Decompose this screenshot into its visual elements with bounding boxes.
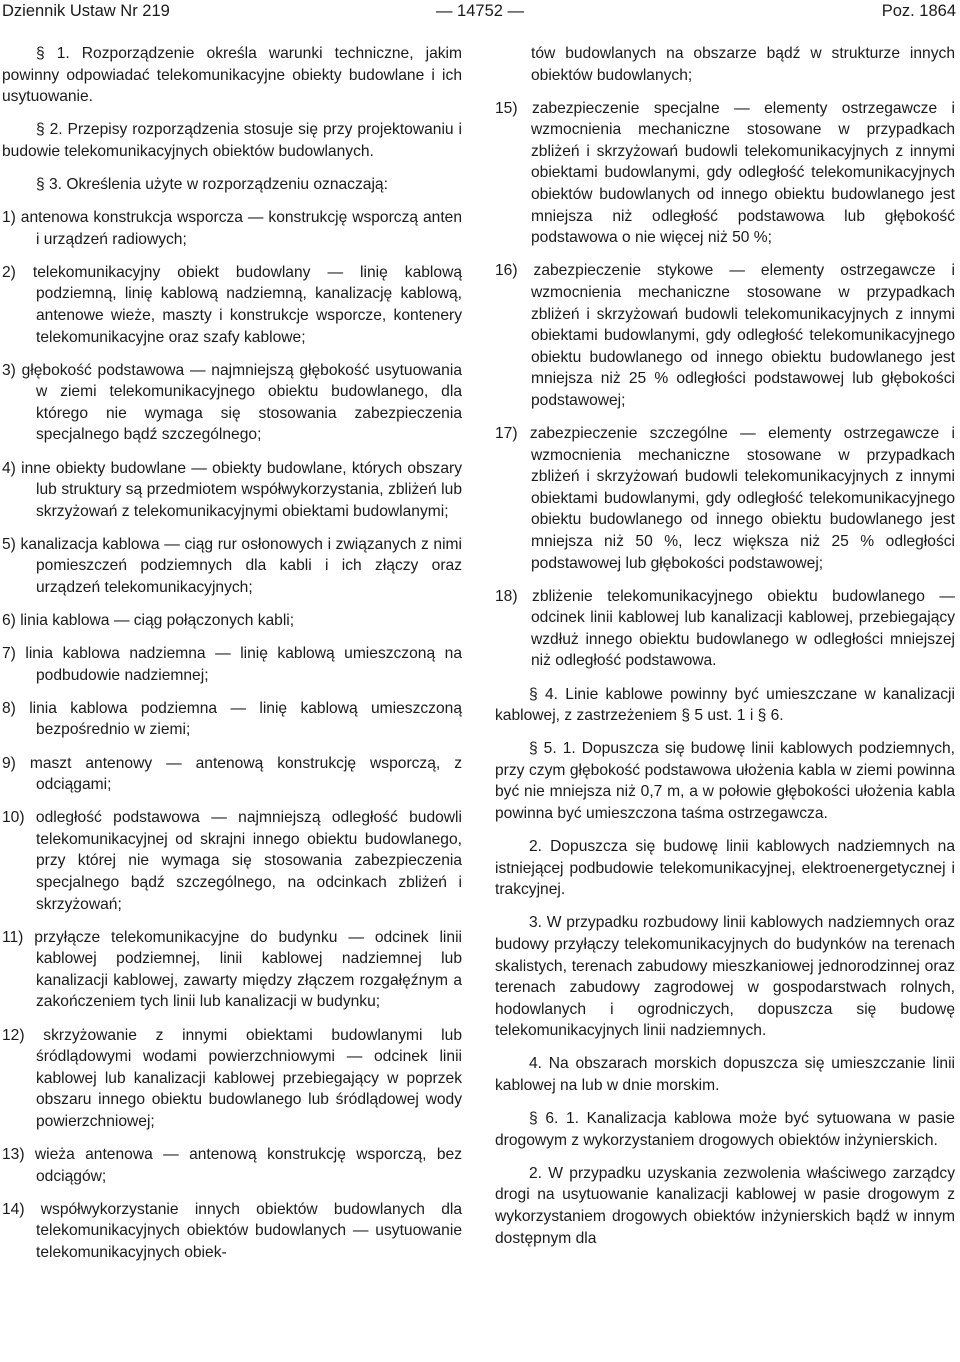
paragraph-4: § 4. Linie kablowe powinny być umieszczane w kanalizacji kablowej, z zastrzeżeniem § 5 ust. 1 i § 6. [495, 685, 955, 725]
page-header [0, 0, 960, 22]
position-number: Poz. 1864 [881, 2, 956, 20]
definition-item: 3) głębokość podstawowa — najmniejszą głębokość usytuowania w ziemi telekomunikacyjnego obiektu budowlanego, dla którego nie wymaga się stosowania zabezpieczenia specjalnego bądź szczególnego; [2, 361, 462, 444]
definition-item: 12) skrzyżowanie z innymi obiektami budowlanymi lub śródlądowymi wodami powierzchniowymi — odcinek linii kablowej lub kanalizacji kablowej przebiegający w poprzek obszaru innego obiektu budowlanego lub śródlądowej wody powierzchniowej; [2, 1026, 462, 1130]
definition-item: 5) kanalizacja kablowa — ciąg rur osłonowych i związanych z nimi pomieszczeń podziemnych dla kabli i ich złączy oraz urządzeń telekomunikacyjnych; [2, 535, 462, 596]
definition-item: 17) zabezpieczenie szczególne — elementy ostrzegawcze i wzmocnienia mechaniczne stosowane w przypadkach zbliżeń i skrzyżowań budowli telekomunikacyjnych z innymi obiektami budowlanymi, gdy odległość telekomunikacyjnego obiektu budowlanego od innego obiektu budowlanego jest mniejsza niż 50 %, lecz większa niż 25 % odległości podstawowej lub głębokości podstawowej; [495, 425, 955, 572]
definition-item: 11) przyłącze telekomunikacyjne do budynku — odcinek linii kablowej podziemnej, linii kablowej nadziemnej lub kanalizacji kablowej, zawarty między złączem rozgałęźnym a zakończeniem tych linii lub kanalizacji w budynku; [2, 928, 462, 1011]
paragraph-2: § 2. Przepisy rozporządzenia stosuje się przy projektowaniu i budowie telekomunikacyjnych obiektów budowlanych. [2, 121, 462, 160]
paragraph-5-2: 2. Dopuszcza się budowę linii kablowych nadziemnych na istniejącej podbudowie telekomunikacyjnej, elektroenergetycznej i trakcyjnej. [495, 838, 955, 899]
paragraph-6-1: § 6. 1. Kanalizacja kablowa może być sytuowana w pasie drogowym z wykorzystaniem drogowych obiektów inżynierskich. [495, 1110, 955, 1149]
paragraph-5-3: 3. W przypadku rozbudowy linii kablowych nadziemnych oraz budowy przyłączy telekomunikacyjnych do budynków na terenach skalistych, terenach zabudowy mieszkaniowej jednorodzinnej oraz terenach zabudowy zagrodowej w gospodarstwach rolnych, hodowlanych i ogrodniczych, dopuszcza się budowę telekomunikacyjnych linii nadziemnych. [495, 914, 955, 1040]
definition-item: 16) zabezpieczenie stykowe — elementy ostrzegawcze i wzmocnienia mechaniczne stosowane w przypadkach zbliżeń i skrzyżowań budowli telekomunikacyjnych z innymi obiektami budowlanymi, gdy odległość telekomunikacyjnego obiektu budowlanego od innego obiektu budowlanego jest mniejsza niż 25 % odległości podstawowej lub głębokości podstawowej; [495, 262, 955, 409]
definition-item: 6) linia kablowa — ciąg połączonych kabli; [2, 612, 295, 630]
definition-item: 4) inne obiekty budowlane — obiekty budowlane, których obszary lub struktury są przedmiotem współwykorzystania, zbliżeń lub skrzyżowań z telekomunikacyjnymi obiektami budowlanymi; [2, 459, 462, 520]
paragraph-1: § 1. Rozporządzenie określa warunki techniczne, jakim powinny odpowiadać telekomunikacyjne obiekty budowlane i ich usytuowanie. [2, 45, 462, 106]
paragraph-3: § 3. Określenia użyte w rozporządzeniu oznaczają: [36, 175, 388, 193]
definition-item: 2) telekomunikacyjny obiekt budowlany — linię kablową podziemną, linię kablową nadziemną, kanalizację kablową, antenowe wieże, maszty i konstrukcje wsporcze, kontenery telekomunikacyjne oraz szafy kablowe; [2, 263, 462, 346]
definition-item: 18) zbliżenie telekomunikacyjnego obiektu budowlanego — odcinek linii kablowej lub kanalizacji kablowej, przebiegający wzdłuż innego obiektu budowlanego w odległości mniejszej niż odległość podstawowa. [495, 587, 955, 670]
paragraph-5-4: 4. Na obszarach morskich dopuszcza się umieszczanie linii kablowej na lub w dnie morskim. [495, 1055, 955, 1095]
paragraph-6-2: 2. W przypadku uzyskania zezwolenia właściwego zarządcy drogi na usytuowanie kanalizacji kablowej w pasie drogowym z wykorzystaniem drogowych obiektów inżynierskich bądź w innym dostępnym dla [495, 1164, 955, 1247]
page-number: — 14752 — [435, 2, 525, 20]
continuation-text: tów budowlanych na obszarze bądź w strukturze innych obiektów budowlanych; [531, 45, 955, 84]
left-column [2, 43, 462, 1275]
definition-item: 1) antenowa konstrukcja wsporcza — konstrukcję wsporczą anten i urządzeń radiowych; [2, 209, 462, 248]
definition-item: 13) wieża antenowa — antenową konstrukcję wsporczą, bez odciągów; [2, 1146, 462, 1185]
paragraph-5-1: § 5. 1. Dopuszcza się budowę linii kablowych podziemnych, przy czym głębokość podstawowa ułożenia kabla w ziemi powinna być nie mniejsza niż 0,7 m, a w połowie głębokości ułożenia kabla powinna być umieszczona taśma ostrzegawcza. [495, 740, 955, 822]
definition-item: 9) maszt antenowy — antenową konstrukcję wsporczą, z odciągami; [2, 754, 462, 794]
definition-item: 15) zabezpieczenie specjalne — elementy ostrzegawcze i wzmocnienia mechaniczne stosowane w przypadkach zbliżeń i skrzyżowań budowli telekomunikacyjnych z innymi obiektami budowlanymi, gdy odległość telekomunikacyjnych obiektów budowlanych od innego obiektu budowlanego jest mniejsza niż odległość podstawowa lub głębokość podstawowa o nie więcej niż 50 %; [495, 99, 955, 247]
right-column [495, 43, 955, 1261]
definition-item: 7) linia kablowa nadziemna — linię kablową umieszczoną na podbudowie nadziemnej; [2, 645, 462, 684]
definition-item: 8) linia kablowa podziemna — linię kablową umieszczoną bezpośrednio w ziemi; [2, 699, 462, 739]
definition-item: 10) odległość podstawowa — najmniejszą odległość budowli telekomunikacyjnej od skrajni innego obiektu budowlanego, przy której nie wymaga się stosowania zabezpieczenia specjalnego bądź szczególnego, na odcinkach zbliżeń i skrzyżowań; [2, 809, 462, 913]
journal-title: Dziennik Ustaw Nr 219 [2, 2, 170, 20]
definition-item: 14) współwykorzystanie innych obiektów budowlanych dla telekomunikacyjnych obiektów budowlanych — usytuowanie telekomunikacyjnych obiek- [2, 1200, 462, 1261]
